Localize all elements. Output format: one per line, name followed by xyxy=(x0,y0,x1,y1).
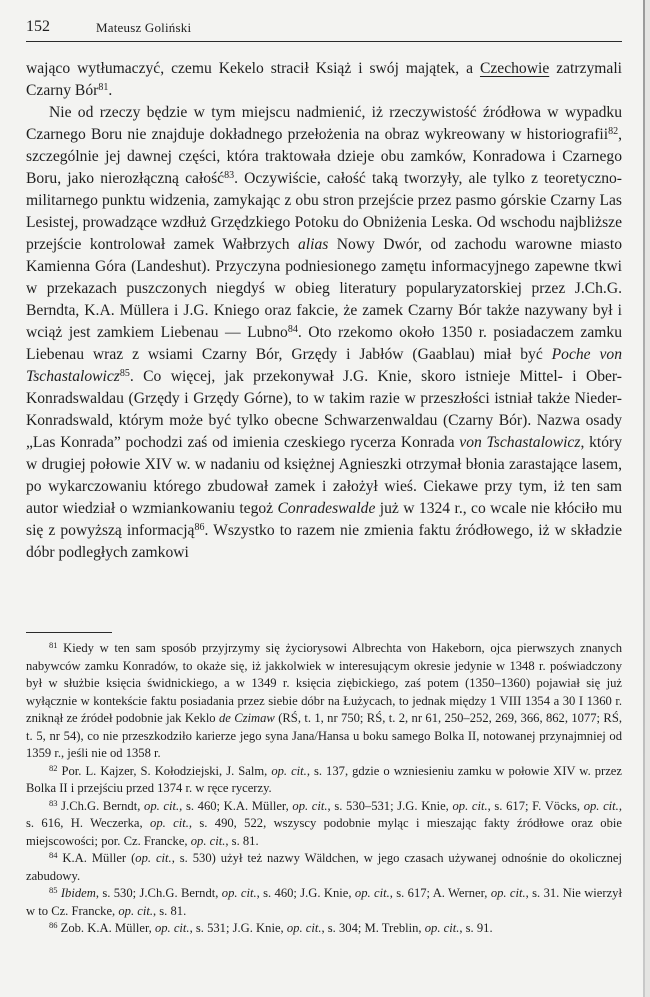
italic-text: op. cit. xyxy=(144,798,180,813)
text-run: , s. 490, 522, wszyscy podobnie myląc i mieszając fakty źródłowe oraz obie miejscowości; por. Cz. Francke, xyxy=(26,816,622,848)
footnote-number: 86 xyxy=(49,920,58,930)
italic-text: op. cit. xyxy=(424,921,460,935)
text-run: Por. L. Kajzer, S. Kołodziejski, J. Salm, xyxy=(57,763,272,778)
footnote-number: 81 xyxy=(49,640,58,650)
italic-text: op. cit. xyxy=(271,763,307,778)
body-paragraph xyxy=(26,102,622,564)
text-run: , s. 530) użył też nazwy Wäldchen, w jego czasach używanej odnośnie do okolicznej zabudowy. xyxy=(26,851,622,883)
footnote-reference[interactable]: 82 xyxy=(608,126,619,137)
italic-text: alias xyxy=(297,236,329,253)
italic-text: op. cit. xyxy=(190,833,226,848)
footnote-81 xyxy=(26,640,622,763)
footnote-reference[interactable]: 86 xyxy=(194,522,205,533)
footnote-82 xyxy=(26,763,622,798)
footnote-number: 82 xyxy=(49,762,58,773)
text-run: , szczególnie jej dawnej części, która traktowała dzieje obu zamków, Konradowa i Czarnego Boru, jako nierozłączną całość xyxy=(26,126,622,187)
italic-text: op. cit. xyxy=(354,886,390,900)
text-run: . Co więcej, jak przekonywał J.G. Knie, skoro istnieje Mittel- i Ober-Konradswaldau (Grzędy i Grzędy Górne), to w takim razie w przeszłości istniał także Nieder-Konradswald, którym może być tylko obecne Schwarzenwaldau (Czarny Bór). Nazwa osady „Las Konrada” pochodzi zaś od imienia czeskiego rycerza Konrada xyxy=(26,368,622,451)
italic-text: von Tschastalowicz xyxy=(459,434,581,451)
text-run: Zob. K.A. Müller, xyxy=(57,921,155,935)
text-run: Nie od rzeczy będzie w tym miejscu nadmienić, iż rzeczywistość źródłowa w wypadku Czarnego Boru nie znajduje dokładnego przełożenia na obraz wykreowany w historiografii xyxy=(26,104,622,143)
text-run: wająco wytłumaczyć, czemu Kekelo stracił Książ i swój majątek, a xyxy=(26,60,480,77)
footnote-reference[interactable]: 81 xyxy=(98,82,109,93)
italic-text: op. cit. xyxy=(118,903,153,918)
main-text xyxy=(26,58,622,564)
footnote-number: 83 xyxy=(49,797,58,808)
footnotes xyxy=(26,640,622,938)
italic-text: op. cit. xyxy=(286,921,322,935)
body-paragraph xyxy=(26,58,622,102)
italic-text: op. cit. xyxy=(154,921,190,935)
text-run: , s. 31. Nie wierzył w to Cz. Francke, xyxy=(26,886,622,918)
page-header xyxy=(26,14,622,42)
footnote-86 xyxy=(26,920,622,938)
italic-text: op. cit. xyxy=(490,886,526,900)
italic-text: Poche von Tschastalowicz xyxy=(26,346,623,385)
text-run: , s. 81. xyxy=(152,903,187,918)
text-run: , s. 137, gdzie o wzniesieniu zamku w połowie XIV w. przez Bolka II i przejściu przed 1374 r. w ręce rycerzy. xyxy=(26,763,622,795)
text-run: , s. 530; J.Ch.G. Berndt, xyxy=(95,886,222,900)
running-head-author: Mateusz Goliński xyxy=(96,20,192,35)
footnote-number: 85 xyxy=(49,885,58,895)
italic-text: Conradeswalde xyxy=(277,500,376,517)
text-run: , s. 460; J.G. Knie, xyxy=(256,886,355,900)
italic-text: op. cit. xyxy=(292,798,328,813)
text-run: , s. 91. xyxy=(459,921,493,935)
footnote-separator xyxy=(26,632,112,633)
italic-text: op. cit. xyxy=(583,798,619,813)
text-run: , s. 304; M. Treblin, xyxy=(321,921,425,935)
italic-text: op. cit. xyxy=(150,816,189,830)
text-run: zatrzymali Czarny Bór xyxy=(26,60,622,99)
text-run: , s. 81. xyxy=(225,833,259,848)
footnote-reference[interactable]: 85 xyxy=(119,368,130,379)
footnote-84 xyxy=(26,850,622,885)
text-run: Kiedy w ten sam sposób przyjrzymy się życiorysowi Albrechta von Hakeborn, ojca pierwszych znanych nabywców zamku Konradów, to okaże się, iż jakkolwiek w interesującym okresie jedynie w 1348 r. poświadczony był w służbie księcia świdnickiego, a w 1349 r. księcia ziębickiego, zaś potem (1350–1360) pojawiał się już wyłącznie w kontekście faktu posiadania przez siebie dóbr na Łużycach, to jednak między 1 VIII 1354 a 30 I 1360 r. zniknął ze źródeł podobnie jak Keklo xyxy=(26,641,622,725)
italic-text: op. cit. xyxy=(452,798,488,813)
italic-text: de Czimaw xyxy=(218,711,275,725)
text-run: K.A. Müller ( xyxy=(57,851,136,865)
text-run: , s. 616, H. Weczerka, xyxy=(26,798,622,830)
footnote-85 xyxy=(26,885,622,920)
text-run: , s. 531; J.G. Knie, xyxy=(189,921,287,935)
text-run: . xyxy=(108,82,113,99)
footnote-number: 84 xyxy=(49,850,58,860)
text-run: . Wszystko to razem nie zmienia faktu źródłowego, iż w składzie dóbr podległych zamkowi xyxy=(26,522,622,561)
text-run: . Oczywiście, całość taką tworzyły, ale tylko z teoretyczno-militarnego punktu widzenia, zamykając z obu stron przejście przez pasmo górskie Czarny Las Lesistej, prowadzące wzdłuż Grzędzkiego Potoku do Obniżenia Leska. Od wschodu najbliższe przejście kontrolował zamek Wałbrzych xyxy=(26,170,622,253)
text-run: , który w drugiej połowie XIV w. w nadaniu od księżnej Agnieszki otrzymał błonia zarastające lasem, po wykarczowaniu którego zbudował zamek i założył wieś. Ciekawe przy tym, iż ten sam autor wiedział o wzmiankowaniu tegoż xyxy=(26,434,623,517)
italic-text: op. cit. xyxy=(135,851,172,865)
page-number: 152 xyxy=(26,18,50,35)
italic-text: Ibidem xyxy=(60,886,96,900)
italic-text: op. cit. xyxy=(221,886,257,900)
underlined-text: Czechowie xyxy=(479,60,550,77)
text-run: J.Ch.G. Berndt, xyxy=(57,798,145,813)
footnote-83 xyxy=(26,798,622,851)
footnote-reference[interactable]: 83 xyxy=(224,170,235,181)
header-rule xyxy=(26,41,622,42)
text-run: , s. 617; A. Werner, xyxy=(389,886,491,900)
text-run: Nowy Dwór, od zachodu warowne miasto Kamienna Góra (Landeshut). Przyczyna podniesionego zamętu informacyjnego zapewne tkwi w przekazach puszczonych niegdyś w obieg literatury popularyzatorskiej przez J.Ch.G. Berndta, K.A. Müllera i J.G. Kniego oraz fakcie, że zamek Czarny Bór także nazywany był i wciąż jest zamkiem Liebenau — Lubno xyxy=(26,236,622,341)
page-edge-shadow xyxy=(645,0,650,997)
text-run: (RŚ, t. 1, nr 750; RŚ, t. 2, nr 61, 250–252, 269, 366, 862, 1077; RŚ, t. 5, nr 54), co nie przeszkodziło karierze jego syna Jana/Hansa u boku samego Bolka II, notowanej przynajmniej od 1359 r., jeśli nie od 1358 r. xyxy=(26,711,622,760)
text-run: już w 1324 r., co wcale nie kłóciło mu się z powyższą informacją xyxy=(26,500,623,539)
footnote-reference[interactable]: 84 xyxy=(287,324,298,335)
text-run: , s. 530–531; J.G. Knie, xyxy=(327,798,453,813)
text-run: , s. 617; F. Vöcks, xyxy=(487,798,584,813)
text-run: , s. 460; K.A. Müller, xyxy=(179,798,293,813)
page-edge xyxy=(643,0,645,997)
text-run: . Oto rzekomo około 1350 r. posiadaczem zamku Liebenau wraz z wsiami Czarny Bór, Grzędy i Jabłów (Gaablau) miał być xyxy=(26,324,622,363)
